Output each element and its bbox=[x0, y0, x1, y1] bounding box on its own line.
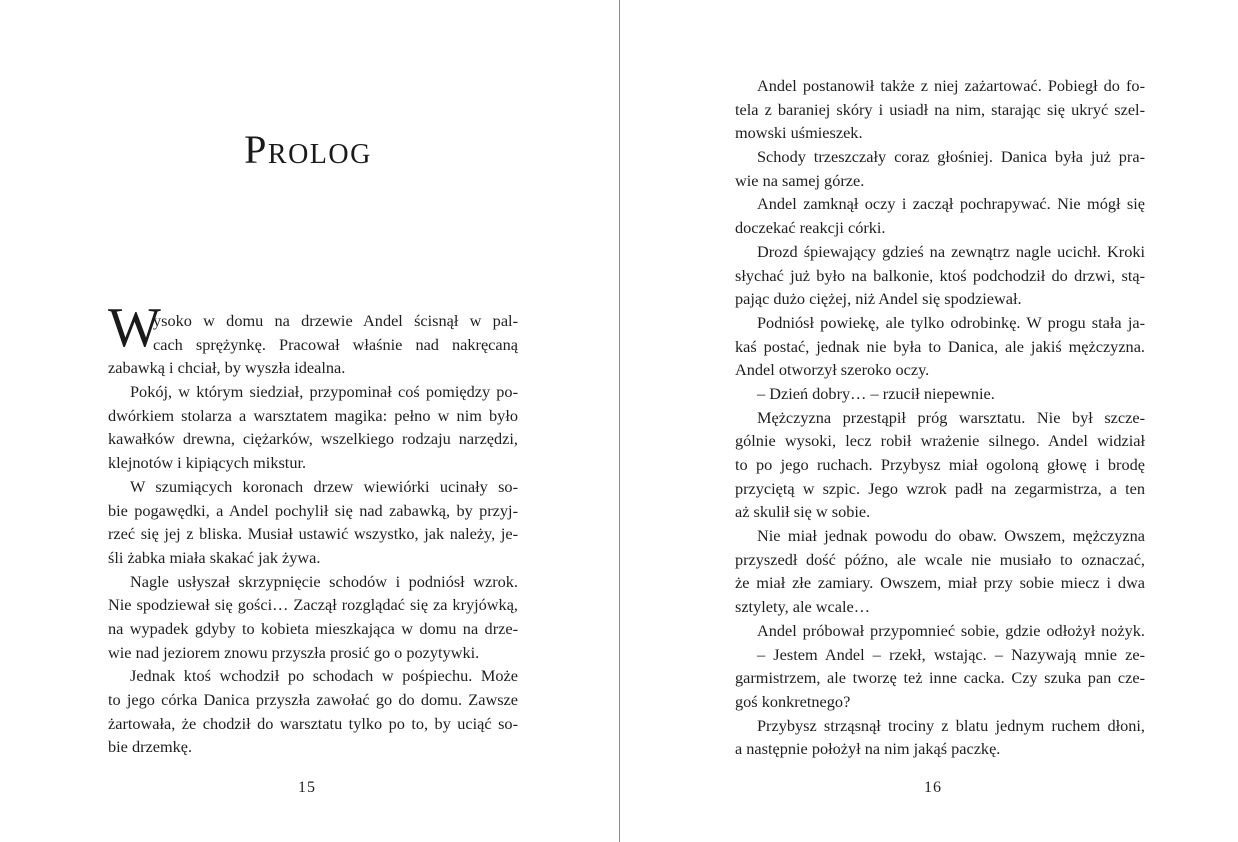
text-line: Pokój, w którym siedział, przypominał coś pomiędzy po- bbox=[130, 382, 518, 402]
text-line: Andel zamknął oczy i zaczął pochrapywać. Nie mógł się bbox=[757, 194, 1145, 214]
text-line: śli żabka miała skakać jak żywa. bbox=[108, 547, 321, 567]
page-number-left: 15 bbox=[298, 779, 316, 796]
text-line: doczekać reakcji córki. bbox=[735, 218, 886, 238]
text-line: dwórkiem stolarza a warsztatem magika: pełno w nim było bbox=[108, 405, 518, 425]
text-line: gólnie wysoki, lecz robił wrażenie silnego. Andel widział bbox=[735, 431, 1145, 451]
text-line: rzeć się jej z bliska. Musiał ustawić wszystko, jak należy, je- bbox=[108, 524, 518, 544]
text-line: cach sprężynkę. Pracował właśnie nad nakręcaną bbox=[153, 334, 518, 354]
left-body-text bbox=[108, 309, 518, 759]
text-line: Schody trzeszczały coraz głośniej. Danica była już pra- bbox=[757, 147, 1145, 167]
text-line: bie drzemkę. bbox=[108, 737, 193, 757]
text-line: mowski uśmieszek. bbox=[735, 123, 863, 143]
text-line: Jednak ktoś wchodził po schodach w pośpiechu. Może bbox=[130, 666, 518, 686]
text-line: przyciętą w szpic. Jego wzrok padł na zegarmistrza, a ten bbox=[735, 478, 1145, 498]
text-line: wie na samej górze. bbox=[735, 170, 865, 190]
drop-cap: W bbox=[108, 297, 161, 359]
text-line: goś konkretnego? bbox=[735, 691, 851, 711]
right-body-text bbox=[735, 74, 1145, 761]
text-line: klejnotów i kipiących mikstur. bbox=[108, 453, 307, 473]
text-line: a następnie położył na nim jakąś paczkę. bbox=[735, 739, 1001, 759]
text-line: słychać już było na balkonie, ktoś podchodził do drzwi, stą- bbox=[735, 265, 1145, 285]
text-line: bie pogawędki, a Andel pochylił się nad zabawką, by przyj- bbox=[108, 500, 518, 520]
text-line: Drozd śpiewający gdzieś na zewnątrz nagle ucichł. Kroki bbox=[757, 241, 1145, 261]
text-line: – Jestem Andel – rzekł, wstając. – Nazywają mnie ze- bbox=[757, 644, 1145, 664]
text-line: garmistrzem, ale tworzę też inne cacka. Czy szuka pan cze- bbox=[735, 668, 1145, 688]
text-line: zabawką i chciał, by wyszła idealna. bbox=[108, 358, 346, 378]
text-line: Przybysz strząsnął trociny z blatu jednym ruchem dłoni, bbox=[757, 715, 1145, 735]
text-line: Nie spodziewał się gości… Zaczął rozglądać się za kryjówką, bbox=[108, 595, 518, 615]
text-line: Andel otworzył szeroko oczy. bbox=[735, 360, 930, 380]
text-line: żartowała, że chodził do warsztatu tylko po to, by uciąć so- bbox=[108, 713, 518, 733]
chapter-title: Prolog bbox=[244, 127, 372, 172]
text-line: pając dużo ciężej, niż Andel się spodziewał. bbox=[735, 289, 1022, 309]
text-line: to po jego ruchach. Przybysz miał ogoloną głowę i brodę bbox=[735, 455, 1145, 474]
text-line: Mężczyzna przestąpił próg warsztatu. Nie był szcze- bbox=[757, 407, 1145, 427]
text-line: Nagle usłyszał skrzypnięcie schodów i podniósł wzrok. bbox=[130, 571, 518, 591]
text-line: aż skulił się w sobie. bbox=[735, 502, 871, 522]
text-line: Podniósł powiekę, ale tylko odrobinkę. W progu stała ja- bbox=[757, 312, 1145, 332]
text-line: W szumiących koronach drzew wiewiórki ucinały so- bbox=[130, 476, 518, 496]
text-line: przyszedł dość późno, ale wcale nie musiało to oznaczać, bbox=[735, 549, 1145, 569]
text-line: sztylety, ale wcale… bbox=[735, 597, 871, 617]
text-line: wie nad jeziorem znowu przyszła prosić go o pozytywki. bbox=[108, 642, 480, 662]
text-line: Nie miał jednak powodu do obaw. Owszem, mężczyzna bbox=[757, 526, 1145, 546]
text-line: kawałków drewna, ciężarków, wszelkiego rodzaju narzędzi, bbox=[108, 429, 518, 449]
text-line: ysoko w domu na drzewie Andel ścisnął w pal- bbox=[153, 311, 518, 330]
text-line: tela z baraniej skóry i usiadł na nim, starając się ukryć szel- bbox=[735, 99, 1145, 119]
text-line: Andel próbował przypomnieć sobie, gdzie odłożył nożyk. bbox=[757, 620, 1145, 640]
text-line: na wypadek gdyby to kobieta mieszkająca w domu na drze- bbox=[108, 618, 518, 638]
text-line: to jego córka Danica przyszła zawołać go do domu. Zawsze bbox=[108, 690, 518, 709]
text-line: że miał złe zamiary. Owszem, miał przy sobie miecz i dwa bbox=[735, 573, 1145, 593]
page-number-right: 16 bbox=[924, 779, 942, 796]
text-line: – Dzień dobry… – rzucił niepewnie. bbox=[757, 383, 995, 403]
text-line: Andel postanowił także z niej zażartować. Pobiegł do fo- bbox=[757, 76, 1145, 95]
text-line: kaś postać, jednak nie była to Danica, ale jakiś mężczyzna. bbox=[735, 336, 1145, 356]
right-page bbox=[620, 0, 1238, 842]
